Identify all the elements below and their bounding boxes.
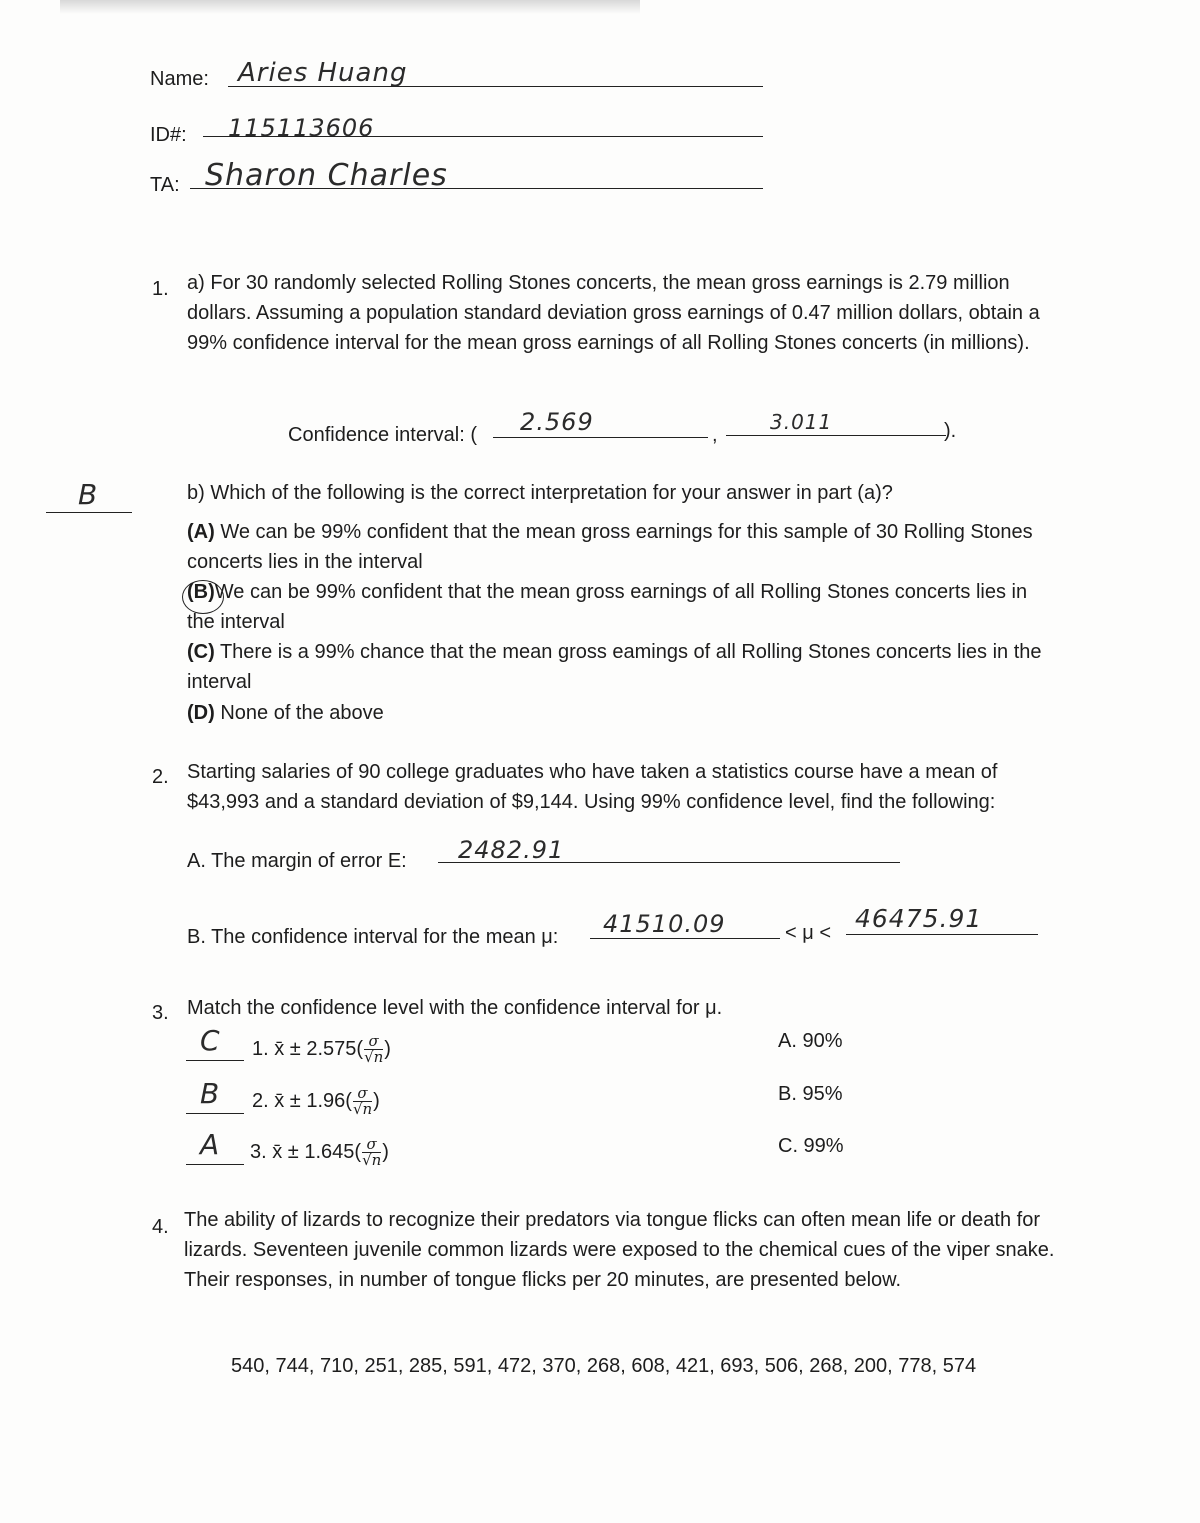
match-1-fraction <box>364 1034 383 1065</box>
match-2-line <box>186 1113 244 1114</box>
ta-value: Sharon Charles <box>205 158 448 193</box>
option-c-letter: (C) <box>187 641 215 663</box>
q1-part-a-text: a) For 30 randomly selected Rolling Stones concerts, the mean gross earnings is 2.79 million dollars. Assuming a population standard deviation gross earnings of 0.47 million dollars, obtain a 99% confidence interval for the mean gross earnings of all Rolling Stones concerts (in millions). <box>187 272 1040 354</box>
sigma-symbol: σ <box>353 1086 372 1102</box>
ci-close: ). <box>944 420 957 442</box>
q2-a-label: A. The margin of error E: <box>187 850 407 872</box>
root-n-symbol: √n <box>362 1151 382 1170</box>
part-b-answer-line <box>46 512 132 513</box>
match-1-line <box>186 1060 244 1061</box>
option-a-text: We can be 99% confident that the mean gross earnings for this sample of 30 Rolling Stones concerts lies in the interval <box>187 521 1033 573</box>
q2-b-mu: < μ < <box>785 922 831 944</box>
name-label: Name: <box>150 68 209 90</box>
q4-number: 4. <box>152 1216 169 1238</box>
q2-b-upper-value: 46475.91 <box>855 904 983 933</box>
option-d-text: None of the above <box>214 702 384 724</box>
id-value: 115113606 <box>228 114 375 142</box>
match-3-expression <box>250 1137 389 1168</box>
ci-label: Confidence interval: ( <box>288 424 477 446</box>
q2-a-value: 2482.91 <box>458 836 565 864</box>
sigma-symbol: σ <box>362 1137 381 1153</box>
ci-lower-line <box>493 437 708 438</box>
q4-data-values: 540, 744, 710, 251, 285, 591, 472, 370, 268, 608, 421, 693, 506, 268, 200, 778, 574 <box>231 1355 977 1377</box>
match-1-expression <box>252 1034 391 1065</box>
q2-b-lower-value: 41510.09 <box>603 910 726 938</box>
id-label: ID#: <box>150 124 187 146</box>
match-2-number: 2. <box>252 1090 269 1112</box>
level-c: C. 99% <box>778 1135 844 1157</box>
match-1-formula: x̄ ± 2.575( <box>274 1038 364 1060</box>
part-b-answer: B <box>78 478 99 511</box>
match-1-number: 1. <box>252 1038 269 1060</box>
option-c-text: There is a 99% chance that the mean gross eamings of all Rolling Stones concerts lies in the interval <box>187 641 1042 693</box>
level-b: B. 95% <box>778 1083 843 1105</box>
match-3-fraction <box>362 1137 381 1168</box>
q2-b-label: B. The confidence interval for the mean μ: <box>187 926 559 948</box>
q4-text: The ability of lizards to recognize their predators via tongue flicks can often mean life or death for lizards. Seventeen juvenile common lizards were exposed to the chemical cues of the viper snake. Their responses, in number of tongue flicks per 20 minutes, are presented below. <box>184 1209 1055 1291</box>
match-2-fraction <box>353 1086 372 1117</box>
option-c <box>187 637 1057 697</box>
match-1-close: ) <box>384 1038 391 1060</box>
ci-upper-line <box>726 435 946 436</box>
scan-edge-shadow <box>60 0 640 14</box>
q1-part-b-text: b) Which of the following is the correct interpretation for your answer in part (a)? <box>187 482 893 504</box>
option-b <box>187 577 1042 637</box>
match-3-answer: A <box>200 1128 221 1161</box>
match-2-formula: x̄ ± 1.96( <box>274 1090 352 1112</box>
match-2-close: ) <box>373 1090 380 1112</box>
q2-text: Starting salaries of 90 college graduates who have taken a statistics course have a mean of $43,993 and a standard deviation of $9,144. Using 99% confidence level, find the following: <box>187 761 998 813</box>
match-3-close: ) <box>382 1141 389 1163</box>
ci-separator: , <box>712 424 718 446</box>
option-b-circle-mark <box>182 580 224 614</box>
q1-number: 1. <box>152 278 169 300</box>
match-2-answer: B <box>200 1077 221 1110</box>
match-2-expression <box>252 1086 380 1117</box>
match-3-number: 3. <box>250 1141 267 1163</box>
level-a: A. 90% <box>778 1030 843 1052</box>
option-d-letter: (D) <box>187 702 215 724</box>
ta-label: TA: <box>150 174 180 196</box>
q3-text: Match the confidence level with the confidence interval for μ. <box>187 997 723 1019</box>
q2-b-lower-line <box>590 938 780 939</box>
q3-number: 3. <box>152 1002 169 1024</box>
option-d <box>187 698 1042 728</box>
q2-number: 2. <box>152 766 169 788</box>
option-b-text: We can be 99% confident that the mean gross earnings of all Rolling Stones concerts lies in the interval <box>187 581 1028 633</box>
ci-upper-value: 3.011 <box>770 410 833 434</box>
match-3-line <box>186 1164 244 1165</box>
option-b-letter: (B) <box>187 581 215 603</box>
q2-b-upper-line <box>846 934 1038 935</box>
option-a <box>187 517 1042 577</box>
match-1-answer: C <box>200 1024 221 1057</box>
sigma-symbol: σ <box>364 1034 383 1050</box>
root-n-symbol: √n <box>364 1048 384 1067</box>
ci-lower-value: 2.569 <box>520 408 594 436</box>
option-a-letter: (A) <box>187 521 215 543</box>
name-value: Aries Huang <box>238 58 408 88</box>
match-3-formula: x̄ ± 1.645( <box>272 1141 362 1163</box>
root-n-symbol: √n <box>352 1100 373 1119</box>
